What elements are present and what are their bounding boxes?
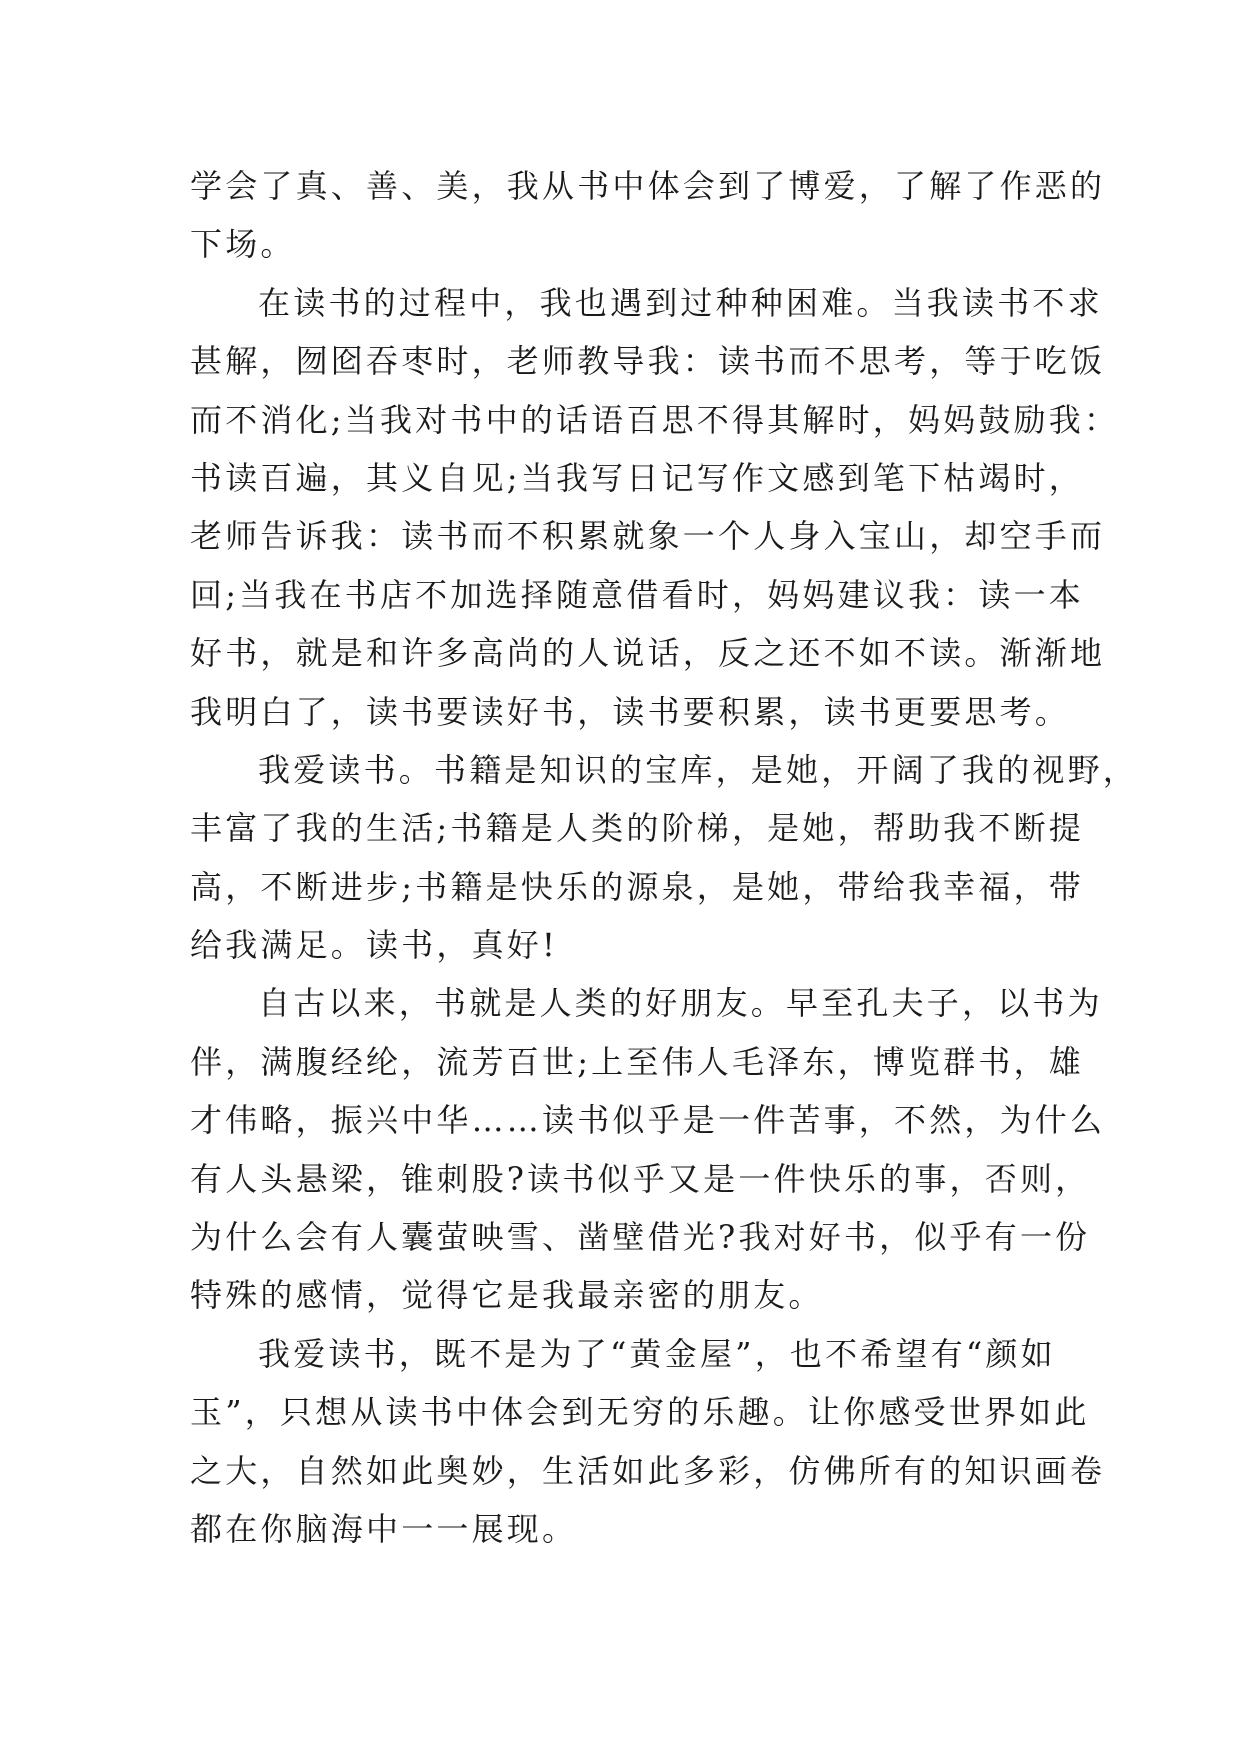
paragraph-3 (190, 741, 1139, 975)
text-line: 之大，自然如此奥妙，生活如此多彩，仿佛所有的知识画卷 (190, 1451, 1106, 1490)
text-line: 我爱读书，既不是为了“黄金屋”，也不希望有“颜如 (258, 1334, 1056, 1373)
text-line: 丰富了我的生活;书籍是人类的阶梯，是她，帮助我不断提 (190, 809, 1084, 848)
text-line: 为什么会有人囊萤映雪、凿壁借光?我对好书，似乎有一份 (190, 1218, 1091, 1257)
text-line: 自古以来，书就是人类的好朋友。早至孔夫子，以书为 (258, 984, 1103, 1023)
text-line: 下场。 (190, 225, 296, 264)
text-line: 给我满足。读书，真好! (190, 926, 559, 965)
text-line: 书读百遍，其义自见;当我写日记写作文感到笔下枯竭时， (190, 458, 1084, 497)
text-line: 我明白了，读书要读好书，读书要积累，读书更要思考。 (190, 692, 1071, 731)
text-line: 而不消化;当我对书中的话语百思不得其解时，妈妈鼓励我： (190, 400, 1120, 439)
text-line: 伴，满腹经纶，流芳百世;上至伟人毛泽东，博览群书，雄 (190, 1042, 1084, 1081)
paragraph-1 (190, 157, 1106, 274)
text-line: 在读书的过程中，我也遇到过种种困难。当我读书不求 (258, 283, 1103, 322)
paragraph-2 (190, 274, 1120, 741)
text-line: 好书，就是和许多高尚的人说话，反之还不如不读。渐渐地 (190, 634, 1106, 673)
text-line: 学会了真、善、美，我从书中体会到了博爱，了解了作恶的 (190, 167, 1106, 205)
text-line: 才伟略，振兴中华……读书似乎是一件苦事，不然，为什么 (190, 1101, 1106, 1140)
paragraph-4 (190, 974, 1106, 1324)
text-line: 有人头悬梁，锥刺股?读书似乎又是一件快乐的事，否则， (190, 1159, 1091, 1198)
paragraph-5 (190, 1325, 1106, 1559)
text-line: 高，不断进步;书籍是快乐的源泉，是她，带给我幸福，带 (190, 867, 1084, 906)
text-line: 甚解，囫囵吞枣时，老师教导我：读书而不思考，等于吃饭 (190, 342, 1106, 381)
document-body (190, 157, 1139, 1558)
text-line: 回;当我在书店不加选择随意借看时，妈妈建议我：读一本 (190, 575, 1084, 614)
text-line: 特殊的感情，觉得它是我最亲密的朋友。 (190, 1276, 824, 1315)
text-line: 都在你脑海中一一展现。 (190, 1509, 578, 1548)
text-line: 老师告诉我：读书而不积累就象一个人身入宝山，却空手而 (190, 517, 1106, 556)
text-line: 我爱读书。书籍是知识的宝库，是她，开阔了我的视野， (258, 750, 1139, 789)
text-line: 玉”，只想从读书中体会到无穷的乐趣。让你感受世界如此 (190, 1393, 1090, 1432)
